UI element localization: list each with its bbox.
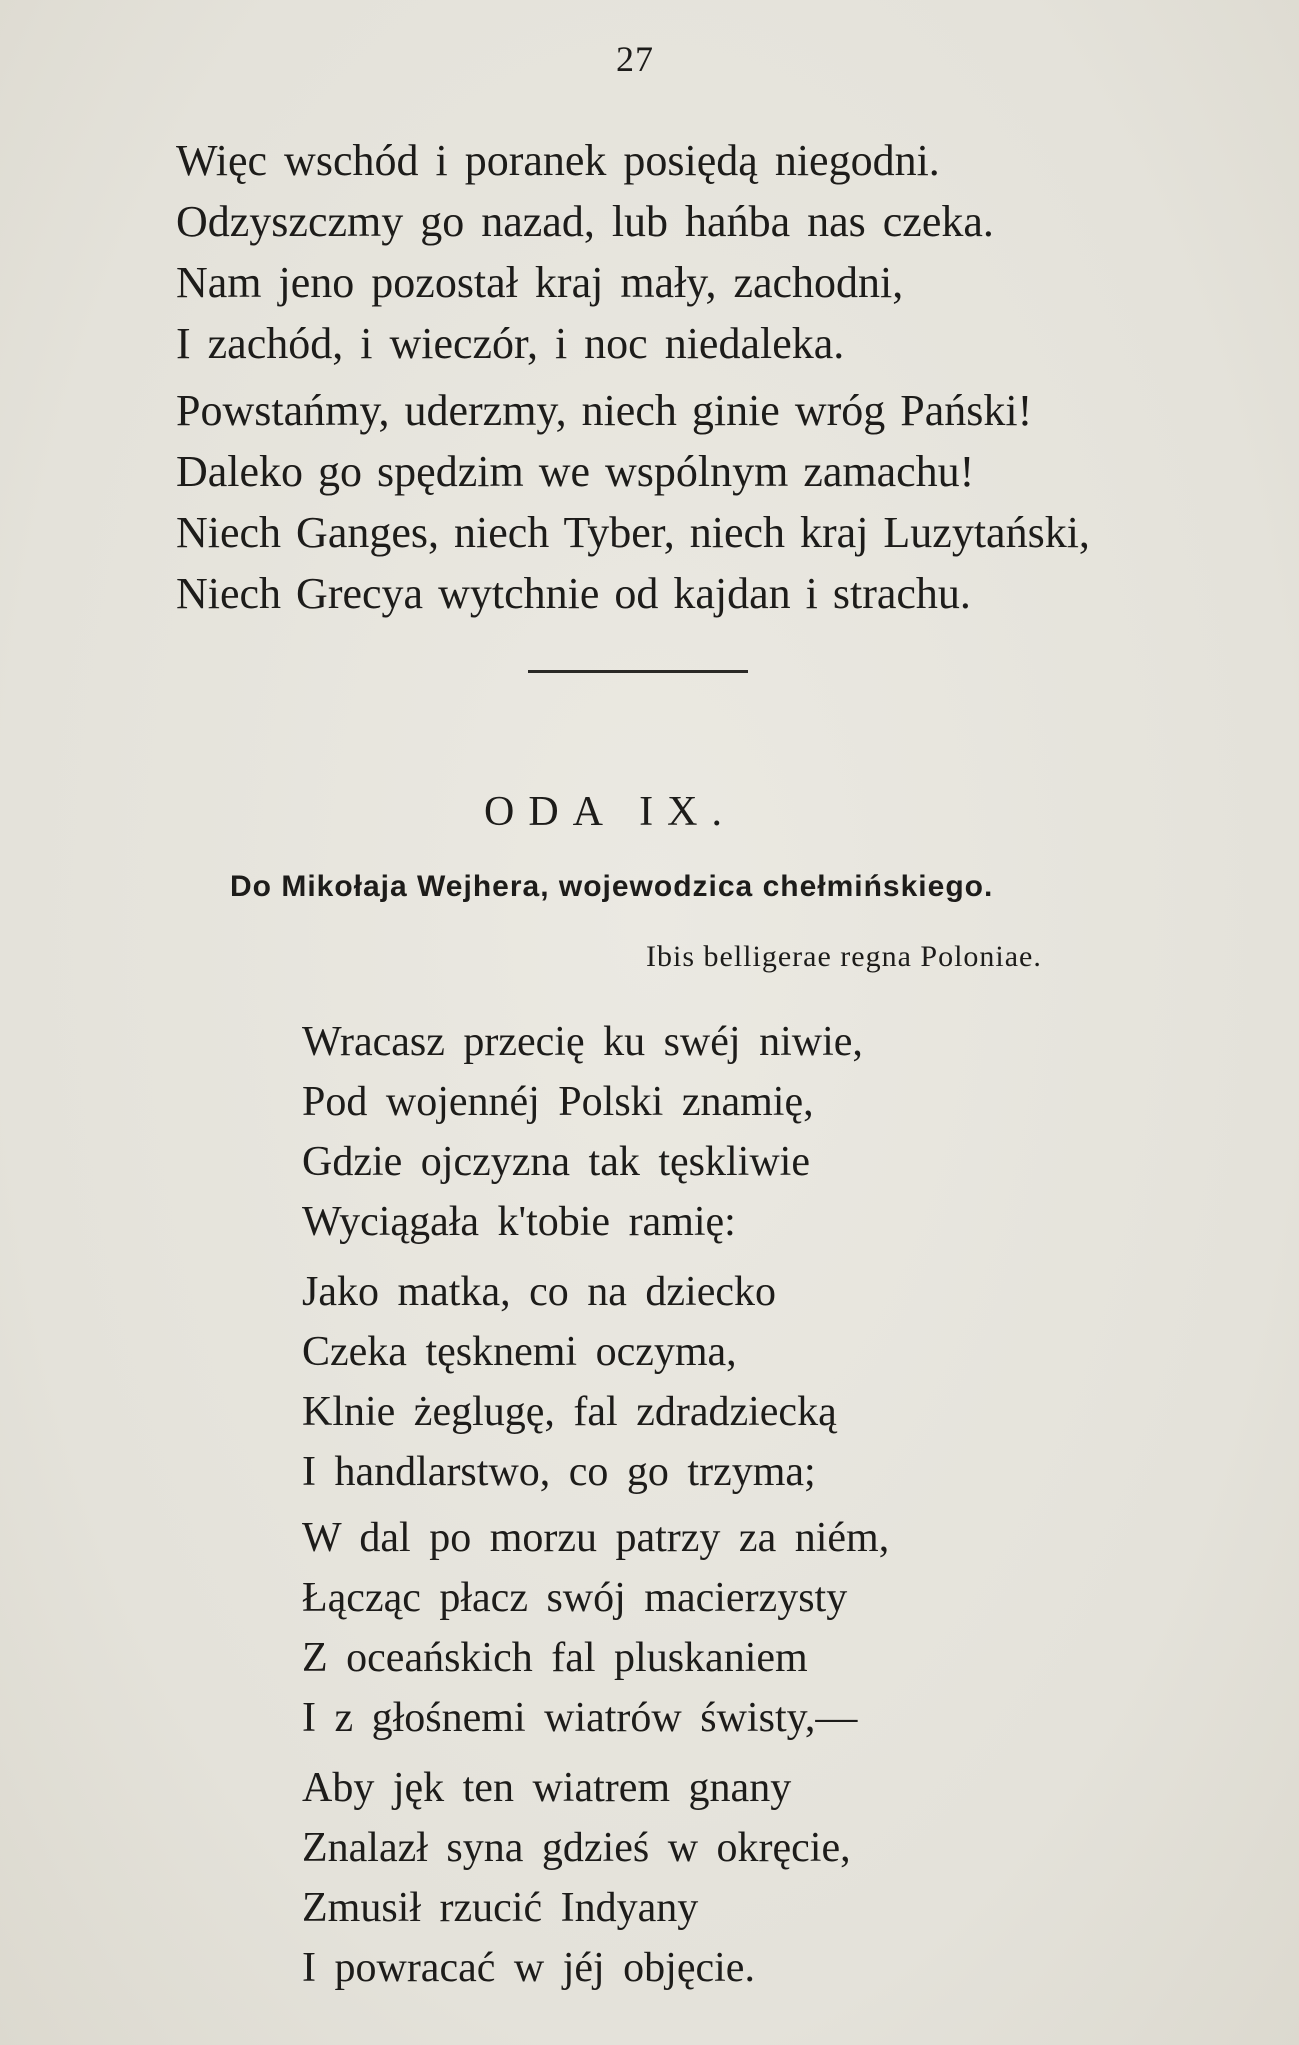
verse-line: Czeka tęsknemi oczyma, (302, 1329, 737, 1375)
verse-line: I zachód, i wieczór, i noc niedaleka. (176, 319, 845, 368)
verse-line: I z głośnemi wiatrów świsty,— (302, 1695, 858, 1741)
verse-line: Jako matka, co na dziecko (302, 1269, 776, 1315)
ode-dedication: Do Mikołaja Wejhera, wojewodzica chełmińskiego. (230, 870, 994, 903)
verse-line: I handlarstwo, co go trzyma; (302, 1449, 816, 1495)
verse-line: Znalazł syna gdzieś w okręcie, (302, 1825, 851, 1871)
verse-line: Klnie żeglugę, fal zdradziecką (302, 1389, 837, 1435)
ode-stanza-4 (302, 1758, 851, 1998)
verse-line: Aby jęk ten wiatrem gnany (302, 1765, 792, 1811)
verse-line: Łącząc płacz swój macierzysty (302, 1575, 848, 1621)
verse-line: Z oceańskich fal pluskaniem (302, 1635, 808, 1681)
verse-line: Pod wojennéj Polski znamię, (302, 1079, 814, 1125)
stanza-top-1 (176, 130, 994, 374)
verse-line: Zmusił rzucić Indyany (302, 1885, 699, 1931)
verse-line: Gdzie ojczyzna tak tęskliwie (302, 1139, 810, 1185)
verse-line: Powstańmy, uderzmy, niech ginie wróg Pański! (176, 386, 1033, 435)
verse-line: Więc wschód i poranek posiędą niegodni. (176, 136, 940, 185)
ode-epigraph: Ibis belligerae regna Poloniae. (646, 940, 1042, 973)
verse-line: Wyciągała k'tobie ramię: (302, 1199, 736, 1245)
ode-title: ODA IX. (484, 789, 736, 835)
verse-line: I powracać w jéj objęcie. (302, 1945, 755, 1991)
section-divider (528, 670, 748, 673)
verse-line: Nam jeno pozostał kraj mały, zachodni, (176, 258, 904, 307)
verse-line: Daleko go spędzim we wspólnym zamachu! (176, 447, 975, 496)
page-number: 27 (616, 39, 654, 79)
verse-line: Odzyszczmy go nazad, lub hańba nas czeka. (176, 197, 994, 246)
ode-stanza-1 (302, 1012, 863, 1252)
verse-line: W dal po morzu patrzy za niém, (302, 1515, 890, 1561)
ode-stanza-3 (302, 1508, 889, 1748)
verse-line: Niech Grecya wytchnie od kajdan i strachu. (176, 569, 971, 618)
verse-line: Niech Ganges, niech Tyber, niech kraj Luzytański, (176, 508, 1090, 557)
verse-line: Wracasz przecię ku swéj niwie, (302, 1019, 863, 1065)
stanza-top-2 (176, 380, 1090, 624)
ode-stanza-2 (302, 1262, 837, 1502)
